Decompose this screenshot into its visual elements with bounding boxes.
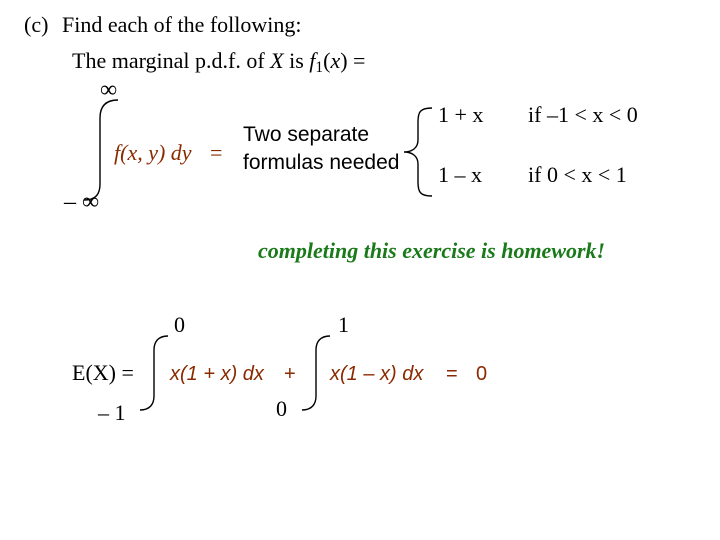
part-label: (c) bbox=[24, 12, 49, 37]
piecewise-value-2: 1 – x bbox=[438, 162, 482, 187]
integral-sign-2 bbox=[140, 336, 168, 410]
expectation-lhs: E(X) = bbox=[72, 360, 134, 385]
expectation-plus: + bbox=[284, 363, 296, 385]
note-line2: formulas needed bbox=[243, 151, 400, 174]
heading-text: Find each of the following: bbox=[62, 12, 302, 37]
expectation-int2-integrand: x(1 – x) dx bbox=[330, 363, 424, 385]
piecewise-condition-2: if 0 < x < 1 bbox=[528, 162, 627, 187]
homework-note: completing this exercise is homework! bbox=[258, 238, 606, 263]
piecewise-value-1: 1 + x bbox=[438, 102, 484, 127]
piecewise-condition-1: if –1 < x < 0 bbox=[528, 102, 638, 127]
marginal-line bbox=[72, 50, 365, 75]
expectation-int1-lower: – 1 bbox=[98, 400, 126, 425]
marginal-arg: x bbox=[330, 48, 341, 73]
expectation-int1-integrand: x(1 + x) dx bbox=[170, 363, 264, 385]
note-line1: Two separate bbox=[243, 123, 370, 146]
expectation-equals: = bbox=[446, 363, 458, 385]
piecewise-brace bbox=[404, 108, 432, 196]
integral1-equals: = bbox=[210, 140, 223, 165]
integral1-upper: ∞ bbox=[100, 77, 118, 103]
marginal-var: X bbox=[270, 48, 284, 73]
expectation-result: 0 bbox=[476, 363, 488, 385]
integral-sign-1 bbox=[84, 100, 118, 200]
marginal-is: is bbox=[283, 48, 310, 73]
marginal-sub: 1 bbox=[315, 58, 324, 76]
expectation-int2-lower: 0 bbox=[276, 396, 287, 421]
marginal-arg-close: ) = bbox=[340, 48, 366, 73]
integral1-lower: – ∞ bbox=[64, 189, 100, 215]
integral1-integrand: f(x, y) dy bbox=[114, 140, 192, 165]
marginal-arg-open: ( bbox=[323, 48, 331, 73]
expectation-int1-upper: 0 bbox=[174, 312, 185, 337]
marginal-prefix: The marginal p.d.f. of bbox=[72, 48, 271, 73]
integral-sign-3 bbox=[302, 336, 330, 410]
expectation-int2-upper: 1 bbox=[338, 312, 349, 337]
marginal-f: f bbox=[309, 48, 316, 73]
